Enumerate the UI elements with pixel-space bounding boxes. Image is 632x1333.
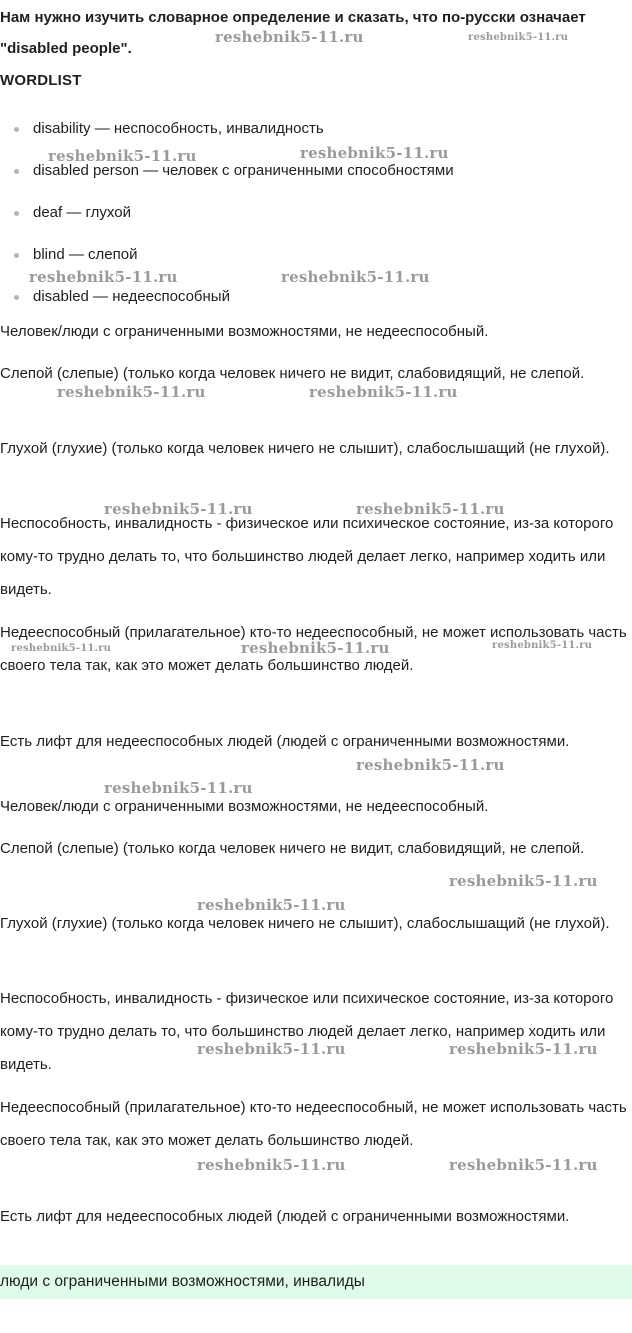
paragraph: Есть лифт для недееспособных людей (людей с ограниченными возможностями. bbox=[0, 733, 570, 750]
watermark: reshebnik5-11.ru bbox=[29, 268, 178, 286]
bullet-icon bbox=[14, 169, 19, 174]
list-item bbox=[14, 118, 614, 160]
answer-text: люди с ограниченными возможностями, инвалиды bbox=[0, 1273, 365, 1290]
list-item-text: deaf — глухой bbox=[33, 204, 131, 221]
list-item-text: disabled person — человек с ограниченными способностями bbox=[33, 162, 454, 179]
bullet-icon bbox=[14, 127, 19, 132]
watermark: reshebnik5-11.ru bbox=[11, 643, 112, 654]
paragraph: Слепой (слепые) (только когда человек ничего не видит, слабовидящий, не слепой. bbox=[0, 365, 585, 382]
watermark: reshebnik5-11.ru bbox=[468, 32, 569, 43]
paragraph: Человек/люди с ограниченными возможностями, не недееспособный. bbox=[0, 798, 489, 815]
paragraph: Человек/люди с ограниченными возможностями, не недееспособный. bbox=[0, 323, 489, 340]
list-item-text: disabled — недееспособный bbox=[33, 288, 230, 305]
paragraph: Недееспособный (прилагательное) кто-то недееспособный, не может использовать часть своего тела так, как это может делать большинство людей. bbox=[0, 1099, 627, 1149]
wordlist bbox=[14, 118, 614, 328]
paragraph: Недееспособный (прилагательное) кто-то недееспособный, не может использовать часть своего тела так, как это может делать большинство людей. bbox=[0, 624, 627, 674]
list-item-text: disability — неспособность, инвалидность bbox=[33, 120, 324, 137]
watermark: reshebnik5-11.ru bbox=[104, 500, 253, 518]
watermark: reshebnik5-11.ru bbox=[48, 147, 197, 165]
watermark: reshebnik5-11.ru bbox=[241, 639, 390, 657]
list-item bbox=[14, 244, 614, 286]
bullet-icon bbox=[14, 211, 19, 216]
intro-text: Нам нужно изучить словарное определение и сказать, что по-русски означает "disabled people". bbox=[0, 9, 586, 57]
watermark: reshebnik5-11.ru bbox=[449, 1040, 598, 1058]
wordlist-heading: WORDLIST bbox=[0, 72, 82, 89]
watermark: reshebnik5-11.ru bbox=[57, 383, 206, 401]
watermark: reshebnik5-11.ru bbox=[492, 640, 593, 651]
paragraph: Неспособность, инвалидность - физическое или психическое состояние, из-за которого кому-то трудно делать то, что большинство людей делает легко, например ходить или видеть. bbox=[0, 515, 614, 598]
list-item bbox=[14, 160, 614, 202]
watermark: reshebnik5-11.ru bbox=[449, 1156, 598, 1174]
watermark: reshebnik5-11.ru bbox=[449, 872, 598, 890]
paragraph: Неспособность, инвалидность - физическое или психическое состояние, из-за которого кому-то трудно делать то, что большинство людей делает легко, например ходить или видеть. bbox=[0, 990, 614, 1073]
list-item bbox=[14, 202, 614, 244]
paragraph: Глухой (глухие) (только когда человек ничего не слышит), слабослышащий (не глухой). bbox=[0, 440, 610, 457]
watermark: reshebnik5-11.ru bbox=[281, 268, 430, 286]
watermark: reshebnik5-11.ru bbox=[197, 1156, 346, 1174]
paragraph: Есть лифт для недееспособных людей (людей с ограниченными возможностями. bbox=[0, 1208, 570, 1225]
watermark: reshebnik5-11.ru bbox=[197, 1040, 346, 1058]
paragraph: Слепой (слепые) (только когда человек ничего не видит, слабовидящий, не слепой. bbox=[0, 840, 585, 857]
watermark: reshebnik5-11.ru bbox=[309, 383, 458, 401]
watermark: reshebnik5-11.ru bbox=[215, 28, 364, 46]
bullet-icon bbox=[14, 295, 19, 300]
list-item-text: blind — слепой bbox=[33, 246, 138, 263]
paragraph: Глухой (глухие) (только когда человек ничего не слышит), слабослышащий (не глухой). bbox=[0, 915, 610, 932]
watermark: reshebnik5-11.ru bbox=[356, 500, 505, 518]
watermark: reshebnik5-11.ru bbox=[197, 896, 346, 914]
watermark: reshebnik5-11.ru bbox=[300, 144, 449, 162]
watermark: reshebnik5-11.ru bbox=[356, 756, 505, 774]
watermark: reshebnik5-11.ru bbox=[104, 779, 253, 797]
bullet-icon bbox=[14, 253, 19, 258]
